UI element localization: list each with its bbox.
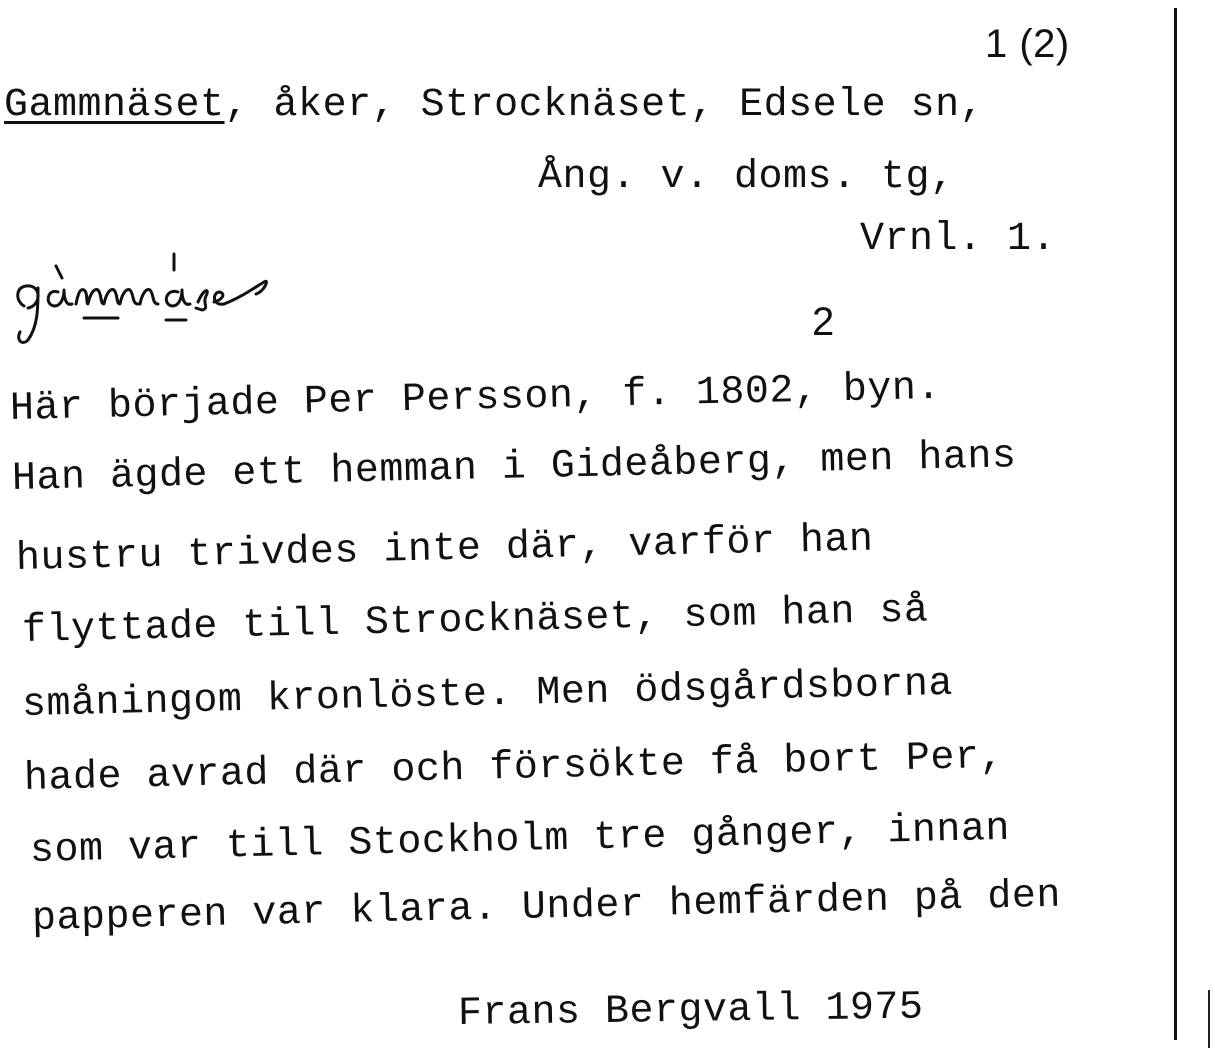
reference-line: Vrnl. 1. [860, 217, 1057, 262]
signature: Frans Bergvall 1975 [457, 985, 924, 1037]
stress-marker: 2 [812, 300, 835, 344]
source-line: Ång. v. doms. tg, [538, 155, 955, 200]
headword: Gammnäset [4, 83, 225, 128]
card-border-line [1174, 8, 1177, 1040]
body-line: Här började Per Persson, f. 1802, byn. [9, 365, 942, 432]
page-number: 1 (2) [985, 22, 1070, 66]
body-line: småningom kronlöste. Men ödsgårdsborna [21, 661, 954, 728]
body-line: hade avrad där och försökte få bort Per, [23, 734, 1005, 802]
card-edge-mark [1208, 990, 1210, 1048]
body-line: flyttade till Strocknäset, som han så [21, 588, 929, 654]
handwritten-pronunciation [14, 248, 374, 348]
header-details: , åker, Strocknäset, Edsele sn, [224, 83, 985, 128]
body-line: som var till Stockholm tre gånger, innan [29, 806, 1011, 874]
header-line [4, 83, 985, 128]
body-line: papperen var klara. Under hemfärden på den [31, 873, 1062, 942]
body-line: hustru trivdes inte där, varför han [15, 517, 874, 582]
body-line: Han ägde ett hemman i Gideåberg, men hans [11, 434, 1017, 502]
